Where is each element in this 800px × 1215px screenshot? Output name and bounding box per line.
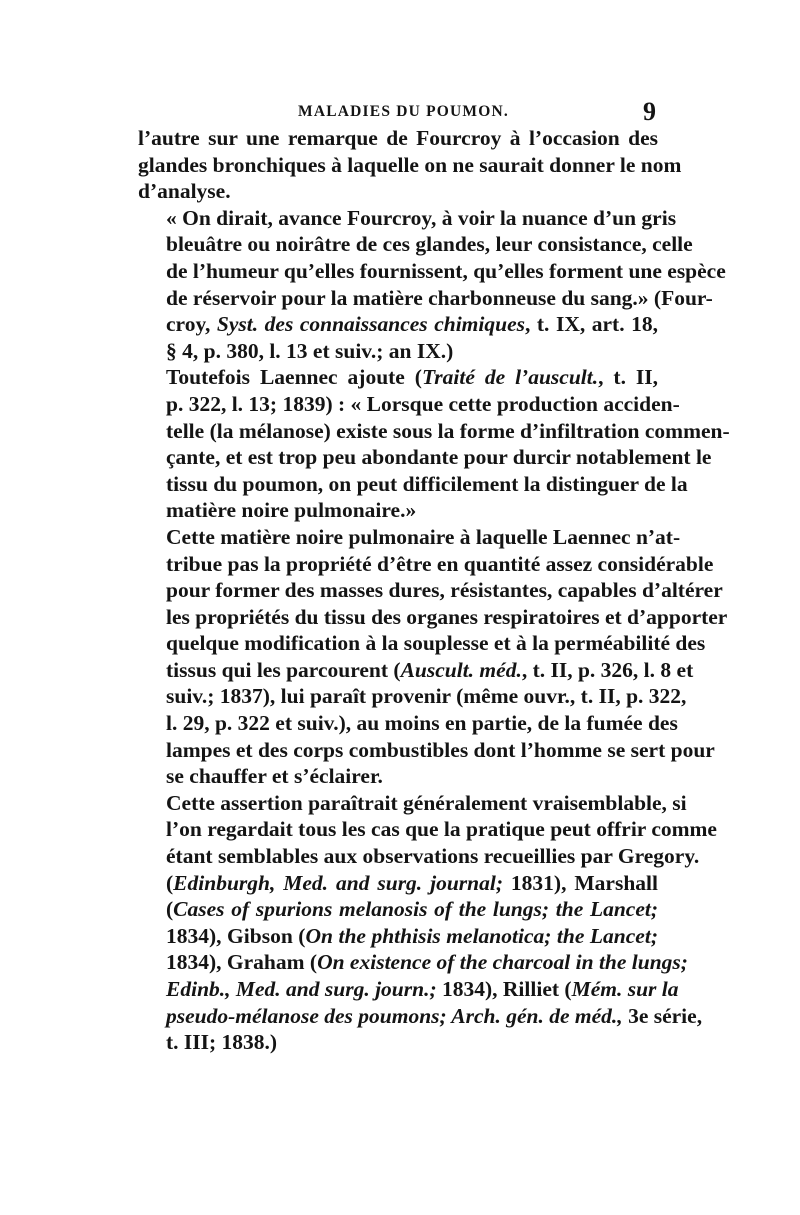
text-line xyxy=(138,338,658,365)
text-line xyxy=(138,205,677,232)
text-line xyxy=(138,524,681,551)
text-run: 1834), Gibson ( xyxy=(166,923,306,948)
text-run: ( xyxy=(166,897,174,922)
text-line xyxy=(138,444,712,471)
text-line xyxy=(138,843,700,870)
text-line xyxy=(138,418,730,445)
text-run: 1834), Graham ( xyxy=(166,950,318,975)
text-line xyxy=(138,870,658,897)
italic-citation: On the phthisis melanotica; the Lancet; xyxy=(305,923,658,948)
text-run: 3e série, xyxy=(622,1003,703,1028)
text-line xyxy=(138,896,658,923)
text-run: telle (la mélanose) existe sous la forme d’infiltration commen- xyxy=(166,418,730,443)
text-line xyxy=(138,790,687,817)
text-run: pour former des masses dures, résistantes, capables d’altérer xyxy=(166,578,723,603)
text-run: 1831), Marshall xyxy=(503,870,658,895)
page-number: 9 xyxy=(643,97,656,126)
text-line xyxy=(138,125,658,152)
italic-citation: Cases of spurions melanosis of the lungs; the Lancet; xyxy=(173,897,658,922)
text-line xyxy=(138,737,715,764)
text-run: § 4, p. 380, l. 13 et suiv.; an IX.) xyxy=(166,338,454,363)
text-line xyxy=(138,551,714,578)
text-run: p. 322, l. 13; 1839) : « Lorsque cette production acciden- xyxy=(166,391,680,416)
paragraph xyxy=(138,205,726,365)
text-line xyxy=(138,683,687,710)
text-line xyxy=(138,763,658,790)
text-line xyxy=(138,391,680,418)
text-run: 1834), Rilliet ( xyxy=(436,977,572,1001)
text-run: bleuâtre ou noirâtre de ces glandes, leur consistance, celle xyxy=(166,232,693,257)
text-run: , t. II, p. 326, l. 8 et xyxy=(521,657,694,682)
text-run: glandes bronchiques à laquelle on ne saurait donner le nom xyxy=(138,152,682,177)
text-run: se chauffer et s’éclairer. xyxy=(166,764,383,789)
text-run: quelque modification à la souplesse et à la perméabilité des xyxy=(166,631,706,656)
text-line xyxy=(138,976,679,1003)
text-line xyxy=(138,497,658,524)
italic-citation: Auscult. méd. xyxy=(400,657,522,682)
text-run: de l’humeur qu’elles fournissent, qu’elles forment une espèce xyxy=(166,258,726,283)
text-line xyxy=(138,577,723,604)
text-run: Cette assertion paraîtrait généralement vraisemblable, si xyxy=(166,790,687,815)
text-line xyxy=(138,258,726,285)
text-line xyxy=(138,630,706,657)
text-run: lampes et des corps combustibles dont l’homme se sert pour xyxy=(166,737,715,762)
text-run: d’analyse. xyxy=(138,179,231,204)
text-run: tissus qui les parcourent ( xyxy=(166,657,401,682)
text-line xyxy=(138,152,682,179)
italic-citation: pseudo-mélanose des poumons; Arch. gén. de méd., xyxy=(166,1003,623,1028)
text-line xyxy=(138,364,658,391)
italic-citation: Traité de l’auscult. xyxy=(421,365,599,390)
text-line xyxy=(138,604,728,631)
text-line xyxy=(138,949,688,976)
text-run: , t. IX, art. 18, xyxy=(525,312,658,337)
text-run: çante, et est trop peu abondante pour durcir notablement le xyxy=(166,445,712,470)
text-run: matière noire pulmonaire.» xyxy=(166,498,417,523)
text-run: , t. II, xyxy=(598,365,658,390)
text-line xyxy=(138,471,688,498)
text-run: tissu du poumon, on peut difficilement la distinguer de la xyxy=(166,471,688,496)
text-line xyxy=(138,657,694,684)
running-head xyxy=(138,97,658,127)
text-run: Toutefois Laennec ajoute ( xyxy=(166,365,422,390)
paragraph xyxy=(138,790,717,1056)
text-run: ( xyxy=(166,870,174,895)
text-run: l. 29, p. 322 et suiv.), au moins en partie, de la fumée des xyxy=(166,711,678,736)
italic-citation: Mém. sur la xyxy=(571,977,679,1001)
body-text xyxy=(138,125,730,1056)
text-line xyxy=(138,311,658,338)
text-line xyxy=(138,285,713,312)
text-run: l’on regardait tous les cas que la pratique peut offrir comme xyxy=(166,817,717,842)
text-line xyxy=(138,1003,703,1030)
text-run: suiv.; 1837), lui paraît provenir (même ouvr., t. II, p. 322, xyxy=(166,684,687,709)
italic-citation: Edinb., Med. and surg. journ.; xyxy=(166,977,437,1001)
text-line xyxy=(138,1029,658,1056)
text-line xyxy=(138,231,693,258)
text-run: tribue pas la propriété d’être en quantité assez considérable xyxy=(166,551,714,576)
text-line xyxy=(138,710,678,737)
paragraph xyxy=(138,364,730,524)
running-title: MALADIES DU POUMON. xyxy=(298,103,509,120)
text-line xyxy=(138,178,658,205)
italic-citation: Edinburgh, Med. and surg. journal; xyxy=(173,870,503,895)
text-run: croy, xyxy=(166,312,217,337)
text-run: étant semblables aux observations recueillies par Gregory. xyxy=(166,844,700,869)
text-run: t. III; 1838.) xyxy=(166,1030,278,1055)
text-line xyxy=(138,923,658,950)
text-run: de réservoir pour la matière charbonneuse du sang.» (Four- xyxy=(166,285,713,310)
text-run: « On dirait, avance Fourcroy, à voir la nuance d’un gris xyxy=(166,205,677,230)
text-line xyxy=(138,816,717,843)
italic-citation: Syst. des connaissances chimiques xyxy=(216,312,525,337)
text-run: Cette matière noire pulmonaire à laquelle Laennec n’at- xyxy=(166,524,681,549)
paragraph xyxy=(138,524,728,790)
text-run: l’autre sur une remarque de Fourcroy à l’occasion des xyxy=(138,126,658,150)
italic-citation: On existence of the charcoal in the lungs; xyxy=(317,950,688,975)
text-run: les propriétés du tissu des organes respiratoires et d’apporter xyxy=(166,604,728,629)
paragraph xyxy=(138,125,682,205)
